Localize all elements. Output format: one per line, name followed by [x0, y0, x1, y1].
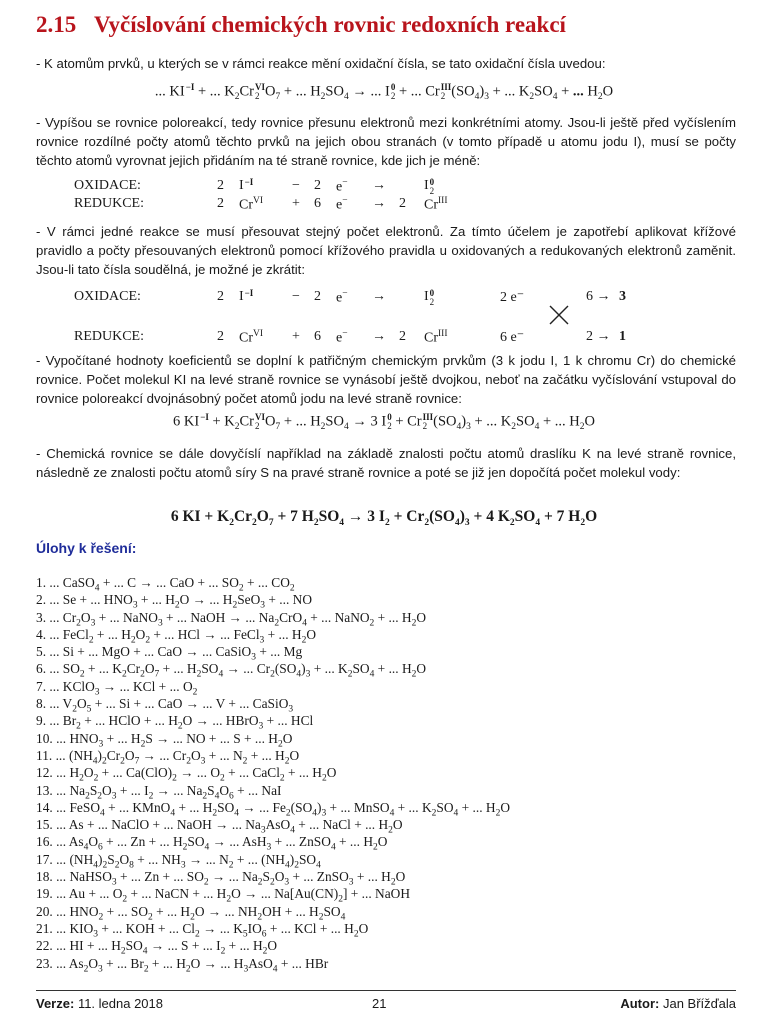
equation-partial-coefficients: 6 KI −I + $K_2Cr$ VI 2 $O_7$ + ... $H_2SO_4 \to 3$ I 0 2 + Cr III 2 $(SO_4)_3$ + ... $K_2SO_4$ + ... $H_2O$ — [173, 412, 595, 433]
list-item: 20. ... $HNO_2$ + ... $SO_2$ + ... $H_2O$ → ... $NH_2OH$ + ... $H_2SO_4$ — [36, 903, 346, 923]
oxidation-ratio-result: 3 — [619, 289, 626, 304]
page-number: 21 — [372, 996, 387, 1011]
half-reaction-reduction-2: REDUKCE: 2 $Cr^{VI}$ + 6 e− → 2 $Cr^{III}$ 6 e⁻ 2 → 1 — [74, 329, 626, 346]
list-item: 8. ... $V_2O_5$ + ... Si + ... CaO → ... V + ... CaSiO$_3$ — [36, 696, 294, 715]
exercise-list — [36, 574, 736, 975]
half-reaction-oxidation-2: OXIDACE: 2 I −I − 2 e− → I 0 2 2 e⁻ 6 → 3 — [74, 288, 626, 307]
list-item: 7. ... KClO$_3$ → ... KCl + ... $O_2$ — [36, 678, 198, 698]
list-item: 4. ... FeCl$_2$ + ... $H_2O_2$ + ... HCl → ... FeCl$_3$ + ... $H_2O$ — [36, 626, 317, 646]
oxidation-electron-count: 2 e⁻ — [500, 290, 525, 305]
author-name: Jan Břížďala — [662, 996, 736, 1011]
reduction-label-2: REDUKCE: — [74, 329, 144, 344]
section-title: Vyčíslování chemických rovnic redoxních reakcí — [94, 12, 566, 37]
exercises-heading: Úlohy k řešení: — [36, 540, 137, 556]
list-item: 22. ... HI + ... $H_2SO_4$ → ... S + ... $I_2$ + ... $H_2O$ — [36, 938, 278, 957]
footer-divider — [36, 990, 736, 991]
half-reaction-oxidation-1: OXIDACE: 2 I −I − 2 e− → I 0 2 — [74, 177, 435, 196]
oxidation-ratio: 6 → — [586, 289, 611, 304]
list-item: 3. ... $Cr_2O_3$ + ... NaNO$_3$ + ... NaOH → ... $Na_2CrO_4$ + ... NaNO$_2$ + ... $H_2O$ — [36, 609, 427, 629]
oxidation-label: OXIDACE: — [74, 178, 141, 193]
reduction-ratio-result: 1 — [619, 329, 626, 344]
list-item: 17. ... $(NH_4)_2S_2O_8$ + ... $NH_3$ → ... $N_2$ + ... $(NH_4)_2SO_4$ — [36, 851, 321, 871]
list-item: 13. ... $Na_2S_2O_3$ + ... $I_2$ → ... $Na_2S_4O_6$ + ... NaI — [36, 782, 282, 802]
list-item: 10. ... $HNO_3$ + ... $H_2S$ → ... NO + ... S + ... $H_2O$ — [36, 730, 293, 750]
section-heading — [36, 12, 566, 38]
list-item: 6. ... $SO_2$ + ... $K_2Cr_2O_7$ + ... $H_2SO_4$ → ... $Cr_2(SO_4)_3$ + ... $K_2SO_4$ + ... $H_2O$ — [36, 661, 427, 681]
oxidation-label-2: OXIDACE: — [74, 289, 141, 304]
reduction-ratio: 2 → — [586, 329, 611, 344]
equation-oxidation-numbers: ... KI −I + ... $K_2Cr$ VI 2 $O_7$ + ... $H_2SO_4$ → ... I 0 2 + ... Cr III 2 $(SO_4)_3$ + ... $K_2SO_4$ + ... $H_2O$ — [154, 82, 614, 103]
paragraph-2: - Vypíšou se rovnice poloreakcí, tedy rovnice přesunu elektronů mezi konkrétními atomy. Jsou-li ještě před vyčíslením rovnice rozdílné počty atomů těchto prvků na jejich obou stranách (v tomto případě u atomu jodu I), musí se počty těchto atomů vyrovnat jejich přidáním na té straně rovnice, kde jich je méně: — [36, 115, 736, 168]
list-item: 1. ... CaSO$_4$ + ... C → ... CaO + ... $SO_2$ + ... $CO_2$ — [36, 575, 295, 594]
list-item: 5. ... Si + ... MgO + ... CaO → ... CaSiO$_3$ + ... Mg — [36, 644, 303, 663]
list-item: 9. ... $Br_2$ + ... HClO + ... $H_2O$ → ... HBrO$_3$ + ... HCl — [36, 713, 314, 733]
footer-version — [36, 996, 163, 1011]
version-label: Verze: — [36, 996, 75, 1011]
reduction-label: REDUKCE: — [74, 196, 144, 211]
list-item: 23. ... $As_2O_3$ + ... $Br_2$ + ... $H_2O$ → ... $H_3AsO_4$ + ... HBr — [36, 955, 329, 975]
paragraph-3: - V rámci jedné reakce se musí přesouvat stejný počet elektronů. Za tímto účelem je zapotřebí aplikovat křížové pravidlo a počty přesouvaných elektronů pomocí křížového pravidla u oxidovaných a redukovaných elektronů zaměnit. Jsou-li tato čísla soudělná, je možné je zkrátit: — [36, 224, 736, 277]
list-item: 11. ... $(NH_4)_2Cr_2O_7$ → ... $Cr_2O_3$ + ... $N_2$ + ... $H_2O$ — [36, 747, 300, 767]
list-item: 21. ... $KIO_3$ + ... KOH + ... $Cl_2$ → ... $K_5IO_6$ + ... KCl + ... $H_2O$ — [36, 920, 369, 940]
list-item: 16. ... $As_4O_6$ + ... Zn + ... $H_2SO_4$ → ... AsH$_3$ + ... ZnSO$_4$ + ... $H_2O$ — [36, 834, 388, 854]
author-label: Autor: — [620, 996, 660, 1011]
section-number: 2.15 — [36, 12, 77, 37]
cross-rule-icon — [548, 304, 570, 326]
paragraph-5: - Chemická rovnice se dále dovyčíslí například na základě znalosti počtu atomů draslíku K na levé straně rovnice, následně ze znalosti počtu atomů síry S na pravé straně rovnice a poté se již jen dopočítá počet molekul vody: — [36, 446, 736, 480]
list-item: 14. ... FeSO$_4$ + ... KMnO$_4$ + ... $H_2SO_4$ → ... $Fe_2(SO_4)_3$ + ... MnSO$_4$ + ... $K_2SO_4$ + ... $H_2O$ — [36, 799, 510, 819]
reduction-electron-count: 6 e⁻ — [500, 330, 525, 345]
list-item: 18. ... NaHSO$_3$ + ... Zn + ... $SO_2$ → ... $Na_2S_2O_3$ + ... ZnSO$_3$ + ... $H_2O$ — [36, 869, 406, 888]
footer-author — [620, 996, 736, 1011]
version-date: 11. ledna 2018 — [77, 996, 163, 1011]
list-item: 19. ... Au + ... $O_2$ + ... NaCN + ... $H_2O$ → ... $Na[Au(CN)_2]$ + ... NaOH — [36, 886, 411, 906]
list-item: 12. ... $H_2O_2$ + ... $Ca(ClO)_2$ → ... $O_2$ + ... CaCl$_2$ + ... $H_2O$ — [36, 765, 337, 784]
paragraph-4: - Vypočítané hodnoty koeficientů se doplní k patřičným chemickým prvkům (3 k jodu I, 1 k chromu Cr) do chemické rovnice. Počet molekul KI na levé straně rovnice se vynásobí ještě dvojkou, neboť na začátku vyčíslování vstupoval do rovnice poloreakcí dvojnásobný počet atomů jodu na levé straně rovnice: — [36, 353, 736, 406]
list-item: 15. ... As + ... NaClO + ... NaOH → ... $Na_3AsO_4$ + ... NaCl + ... $H_2O$ — [36, 817, 403, 836]
half-reaction-reduction-1: REDUKCE: 2 $Cr^{VI}$ + 6 e− → 2 $Cr^{III}$ — [74, 196, 448, 213]
paragraph-1: - K atomům prvků, u kterých se v rámci reakce mění oxidační čísla, se tato oxidační čísla uvedou: — [36, 56, 606, 71]
equation-final: 6 KI + $K_2Cr_2O_7 + 7$ $H_2SO_4 \to 3$ $I_2 + Cr_2(SO_4)_3 + 4$ $K_2SO_4 + 7$ $H_2O$ — [170, 508, 598, 529]
list-item: 2. ... Se + ... $HNO_3$ + ... $H_2O$ → ... $H_2SeO_3$ + ... NO — [36, 592, 313, 611]
